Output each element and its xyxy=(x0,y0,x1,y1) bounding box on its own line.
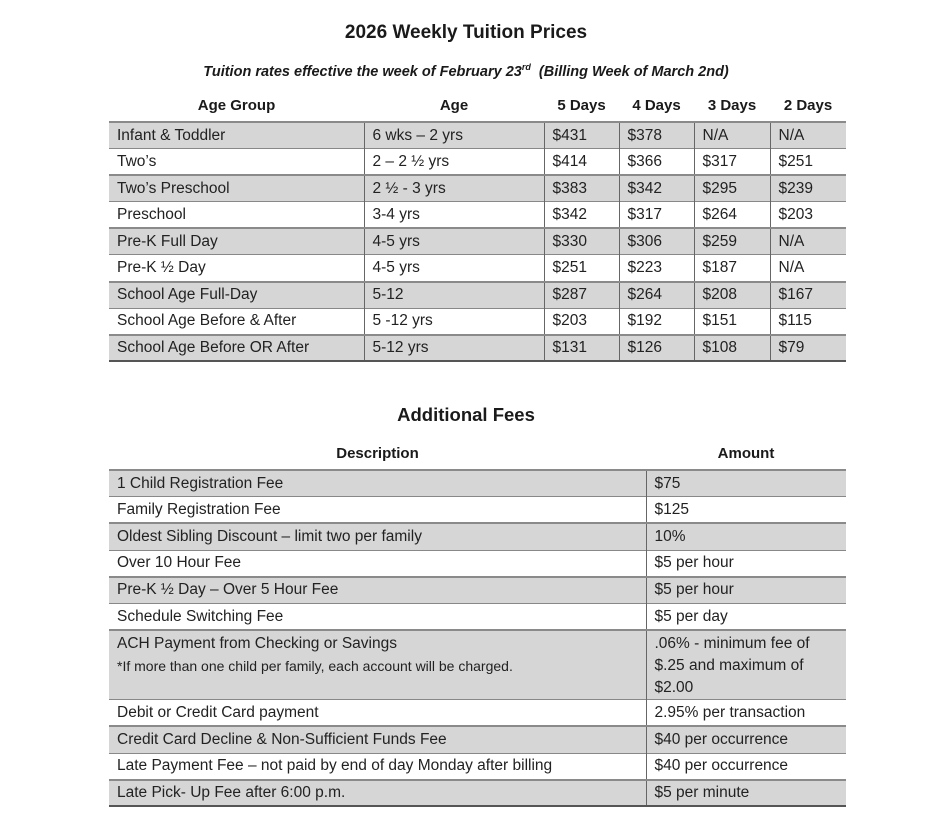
table-row xyxy=(109,700,846,727)
cell-amount: $75 xyxy=(646,470,846,497)
cell-age: 6 wks – 2 yrs xyxy=(364,122,544,149)
cell-age-group: Infant & Toddler xyxy=(109,122,364,149)
header-2-days: 2 Days xyxy=(783,97,833,114)
cell-age: 5 -12 yrs xyxy=(364,308,544,335)
header-4-days: 4 Days xyxy=(632,97,681,114)
cell-age-group: School Age Before & After xyxy=(109,308,364,335)
table-row xyxy=(109,470,846,497)
cell-3-days: $208 xyxy=(694,282,770,309)
cell-2-days: $239 xyxy=(770,175,846,202)
header-amount: Amount xyxy=(717,445,775,462)
cell-3-days: $151 xyxy=(694,308,770,335)
cell-3-days: $264 xyxy=(694,202,770,229)
table-row xyxy=(109,630,846,700)
cell-age-group: School Age Full-Day xyxy=(109,282,364,309)
cell-amount: $40 per occurrence xyxy=(646,726,846,753)
table-row xyxy=(109,202,846,229)
ach-description: ACH Payment from Checking or Savings xyxy=(117,635,397,653)
cell-3-days: $187 xyxy=(694,255,770,282)
cell-2-days: $251 xyxy=(770,149,846,176)
cell-description: Oldest Sibling Discount – limit two per family xyxy=(109,523,646,550)
cell-age-group: Preschool xyxy=(109,202,364,229)
subtitle-billing-week: (Billing Week of March 2nd) xyxy=(538,63,729,80)
table-row xyxy=(109,282,846,309)
cell-2-days: N/A xyxy=(770,255,846,282)
table-row xyxy=(109,550,846,577)
cell-4-days: $342 xyxy=(619,175,694,202)
cell-4-days: $366 xyxy=(619,149,694,176)
cell-amount: .06% - minimum fee of $.25 and maximum of $2.00 xyxy=(646,630,846,700)
table-row xyxy=(109,577,846,604)
cell-4-days: $223 xyxy=(619,255,694,282)
cell-amount: $5 per day xyxy=(646,603,846,630)
cell-age: 2 – 2 ½ yrs xyxy=(364,149,544,176)
table-row xyxy=(109,780,846,807)
cell-description: Pre-K ½ Day – Over 5 Hour Fee xyxy=(109,577,646,604)
cell-amount: 2.95% per transaction xyxy=(646,700,846,727)
cell-amount: $125 xyxy=(646,497,846,524)
subtitle-superscript: rd xyxy=(521,62,531,72)
cell-5-days: $383 xyxy=(544,175,619,202)
table-row xyxy=(109,523,846,550)
header-age: Age xyxy=(439,97,469,114)
cell-description: Schedule Switching Fee xyxy=(109,603,646,630)
cell-3-days: N/A xyxy=(694,122,770,149)
cell-3-days: $317 xyxy=(694,149,770,176)
cell-3-days: $259 xyxy=(694,228,770,255)
cell-age: 4-5 yrs xyxy=(364,228,544,255)
cell-5-days: $414 xyxy=(544,149,619,176)
ach-note: *If more than one child per family, each account will be charged. xyxy=(117,658,513,675)
cell-description xyxy=(109,630,646,700)
cell-5-days: $431 xyxy=(544,122,619,149)
cell-amount: $40 per occurrence xyxy=(646,753,846,780)
table-row xyxy=(109,255,846,282)
cell-3-days: $108 xyxy=(694,335,770,362)
cell-amount: 10% xyxy=(646,523,846,550)
cell-amount: $5 per hour xyxy=(646,577,846,604)
cell-age-group: School Age Before OR After xyxy=(109,335,364,362)
cell-4-days: $317 xyxy=(619,202,694,229)
cell-4-days: $264 xyxy=(619,282,694,309)
table-row xyxy=(109,726,846,753)
table-row xyxy=(109,175,846,202)
table-row xyxy=(109,122,846,149)
fees-table xyxy=(109,469,846,807)
cell-description: Over 10 Hour Fee xyxy=(109,550,646,577)
cell-5-days: $330 xyxy=(544,228,619,255)
cell-3-days: $295 xyxy=(694,175,770,202)
cell-age: 5-12 yrs xyxy=(364,335,544,362)
additional-fees-title: Additional Fees xyxy=(397,404,535,425)
header-age-group: Age Group xyxy=(197,97,276,114)
cell-2-days: N/A xyxy=(770,228,846,255)
cell-4-days: $306 xyxy=(619,228,694,255)
cell-age-group: Pre-K Full Day xyxy=(109,228,364,255)
table-row xyxy=(109,149,846,176)
cell-2-days: $167 xyxy=(770,282,846,309)
table-row xyxy=(109,753,846,780)
header-description: Description xyxy=(336,445,419,462)
cell-description: Debit or Credit Card payment xyxy=(109,700,646,727)
table-row xyxy=(109,603,846,630)
cell-5-days: $342 xyxy=(544,202,619,229)
cell-2-days: N/A xyxy=(770,122,846,149)
tuition-table xyxy=(109,121,846,362)
cell-amount: $5 per minute xyxy=(646,780,846,807)
cell-description: Family Registration Fee xyxy=(109,497,646,524)
cell-4-days: $126 xyxy=(619,335,694,362)
cell-description: Credit Card Decline & Non-Sufficient Funds Fee xyxy=(109,726,646,753)
cell-age-group: Two’s xyxy=(109,149,364,176)
cell-age-group: Two’s Preschool xyxy=(109,175,364,202)
cell-2-days: $79 xyxy=(770,335,846,362)
cell-age: 3-4 yrs xyxy=(364,202,544,229)
cell-2-days: $115 xyxy=(770,308,846,335)
cell-age: 2 ½ - 3 yrs xyxy=(364,175,544,202)
cell-amount: $5 per hour xyxy=(646,550,846,577)
subtitle-text: Tuition rates effective the week of February 23 xyxy=(203,63,522,80)
page-title: 2026 Weekly Tuition Prices xyxy=(344,22,588,43)
cell-age-group: Pre-K ½ Day xyxy=(109,255,364,282)
effective-date-subtitle xyxy=(0,62,932,80)
cell-5-days: $203 xyxy=(544,308,619,335)
table-row xyxy=(109,335,846,362)
table-row xyxy=(109,497,846,524)
cell-5-days: $131 xyxy=(544,335,619,362)
cell-4-days: $192 xyxy=(619,308,694,335)
cell-age: 5-12 xyxy=(364,282,544,309)
table-row xyxy=(109,228,846,255)
cell-4-days: $378 xyxy=(619,122,694,149)
cell-description: 1 Child Registration Fee xyxy=(109,470,646,497)
cell-5-days: $251 xyxy=(544,255,619,282)
table-row xyxy=(109,308,846,335)
cell-age: 4-5 yrs xyxy=(364,255,544,282)
header-3-days: 3 Days xyxy=(707,97,757,114)
cell-description: Late Payment Fee – not paid by end of day Monday after billing xyxy=(109,753,646,780)
cell-2-days: $203 xyxy=(770,202,846,229)
header-5-days: 5 Days xyxy=(557,97,606,114)
cell-description: Late Pick- Up Fee after 6:00 p.m. xyxy=(109,780,646,807)
cell-5-days: $287 xyxy=(544,282,619,309)
